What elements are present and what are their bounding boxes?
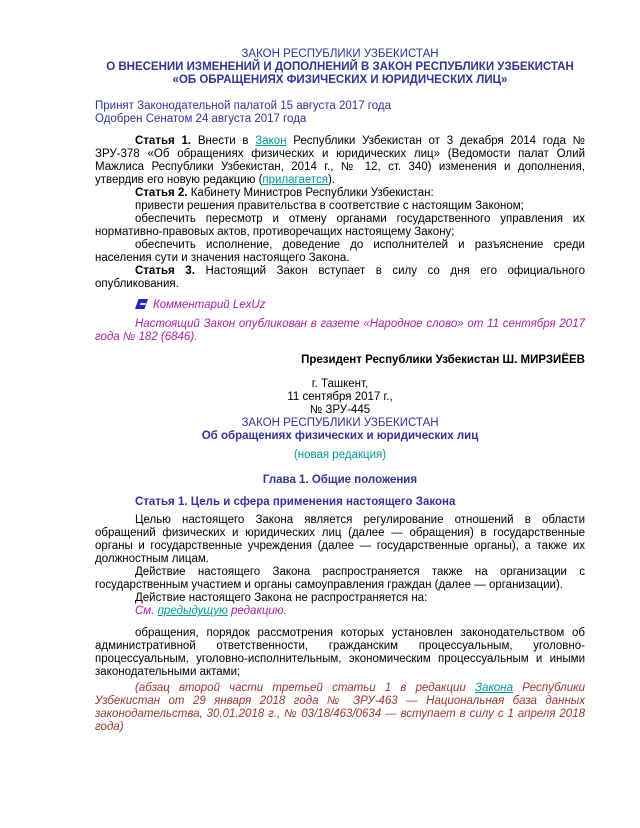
edition-note	[95, 449, 585, 462]
link[interactable]: Закона	[475, 682, 514, 694]
text-run: Комментарий LexUz	[153, 299, 266, 311]
approved-line	[95, 113, 585, 126]
article-2-item-2	[95, 213, 585, 239]
chapter-1-heading	[95, 474, 585, 487]
new-article-1-heading	[95, 496, 585, 509]
previous-edition-note	[95, 605, 585, 618]
text-run: См.	[135, 605, 158, 617]
text-run: Глава 1. Общие положения	[262, 474, 418, 486]
doc-title	[95, 61, 585, 87]
amendment-note	[95, 682, 585, 734]
signature-place	[95, 378, 585, 391]
text-run: О ВНЕСЕНИИ ИЗМЕНЕНИЙ И ДОПОЛНЕНИЙ В ЗАКОН РЕСПУБЛИКИ УЗБЕКИСТАН «ОБ ОБРАЩЕНИЯХ ФИЗИЧЕСКИХ И ЮРИДИЧЕСКИХ ЛИЦ»	[106, 61, 574, 86]
text-run: Одобрен Сенатом 24 августа 2017 года	[95, 113, 307, 125]
link[interactable]: прилагается	[262, 174, 329, 186]
exclusion-item	[95, 627, 585, 679]
text-run: (новая редакция)	[293, 449, 387, 461]
text-run: Об обращениях физических и юридических лиц	[201, 430, 479, 442]
text-run: обеспечить пересмотр и отмену органами государственного управления их нормативно-правовых актов, противоречащих настоящему Закону;	[95, 213, 585, 238]
text-run: № ЗРУ-445	[309, 404, 371, 416]
text-run: ).	[328, 174, 336, 186]
lexuz-comment-label	[95, 299, 585, 313]
text-run: Статья 1. Цель и сфера применения настоящего Закона	[135, 496, 456, 508]
link[interactable]: Закон	[255, 135, 287, 147]
lexuz-comment-text	[95, 318, 585, 344]
text-run: 11 сентября 2017 г.,	[287, 391, 393, 403]
text-run: Республики Узбекистан от 29 января 2018 года № ЗРУ-463 — Национальная база данных законодательства, 30.01.2018 г., № 03/18/463/0634 — вступает в силу с 1 апреля 2018 года)	[95, 682, 585, 733]
text-run: Президент Республики Узбекистан Ш. МИРЗИЁЕВ	[301, 354, 585, 366]
lexuz-flag-icon	[135, 299, 148, 313]
text-run: ЗАКОН РЕСПУБЛИКИ УЗБЕКИСТАН	[241, 48, 439, 60]
text-run: привести решения правительства в соответствие с настоящим Законом;	[135, 200, 524, 212]
text-run: Настоящий Закон опубликован в газете «Народное слово» от 11 сентября 2017 года № 182 (6846).	[95, 318, 585, 343]
doc-type-heading	[95, 48, 585, 61]
text-run: Принят Законодательной палатой 15 августа 2017 года	[95, 100, 391, 112]
text-run: Статья 2.	[135, 187, 188, 199]
signature-number	[95, 404, 585, 417]
text-run: Статья 1.	[135, 135, 192, 147]
law-type-heading	[95, 417, 585, 430]
text-run: обеспечить исполнение, доведение до исполнителей и разъяснение среди населения сути и значения настоящего Закона.	[95, 239, 585, 264]
text-run: ЗАКОН РЕСПУБЛИКИ УЗБЕКИСТАН	[241, 417, 439, 429]
article-2-paragraph	[95, 187, 585, 200]
article-2-item-3	[95, 239, 585, 265]
article-3-paragraph	[95, 265, 585, 291]
text-run: Настоящий Закон вступает в силу со дня его официального опубликования.	[95, 265, 586, 290]
signature-date	[95, 391, 585, 404]
article-1-paragraph	[95, 135, 585, 187]
text-run: обращения, порядок рассмотрения которых установлен законодательством об административной ответственности, гражданским процессуальным, уголовно-процессуальным, уголовно-исполнительным, экономическим процессуальным и иными законодательными актами;	[95, 627, 585, 678]
text-run: Кабинету Министров Республики Узбекистан:	[187, 187, 434, 199]
adopted-line	[95, 100, 585, 113]
article-2-item-1	[95, 200, 585, 213]
law-title	[95, 430, 585, 443]
text-run: Республики Узбекистан от 3 декабря 2014 года № ЗРУ-378 «Об обращениях физических и юридических лиц» (Ведомости палат Олий Мажлиса Республики Узбекистан, 2014 г., № 12, ст. 340) изменения и дополнения, утвердив его новую редакцию (	[95, 135, 586, 186]
text-run: Действие настоящего Закона распространяется также на организации с государственным участием и органы самоуправления граждан (далее — организации).	[95, 566, 585, 591]
purpose-paragraph	[95, 514, 585, 566]
text-run: (абзац второй части третьей статьи 1 в редакции	[135, 682, 475, 694]
text-run: Действие настоящего Закона не распространяется на:	[135, 592, 428, 604]
scope-paragraph	[95, 566, 585, 592]
exclusion-intro	[95, 592, 585, 605]
link[interactable]: предыдущую	[157, 605, 228, 617]
text-run: Статья 3.	[135, 265, 195, 277]
text-run: г. Ташкент,	[311, 378, 369, 390]
text-run: редакцию.	[227, 605, 287, 617]
text-run: Целью настоящего Закона является регулирование отношений в области обращений физических и юридических лиц (далее — обращения) в государственные органы и государственные учреждения (далее — государственные органы), а также их должностным лицам.	[95, 514, 585, 565]
president-signature	[95, 354, 585, 367]
text-run: Внести в	[191, 135, 256, 147]
